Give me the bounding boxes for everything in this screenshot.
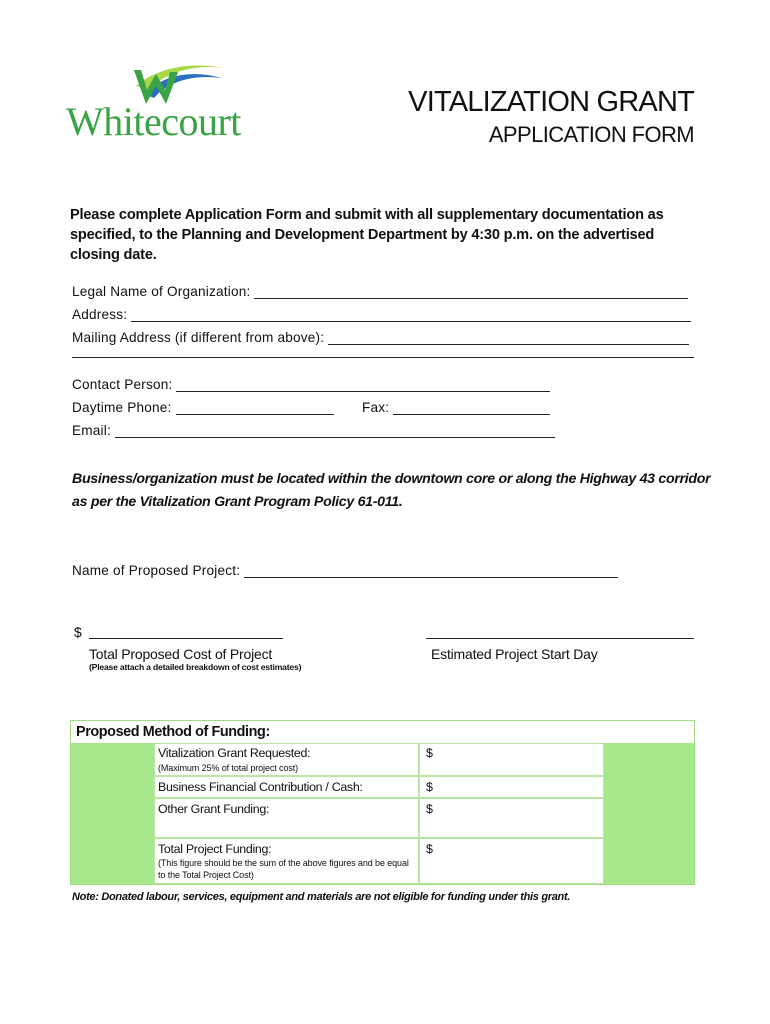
email-line[interactable] — [115, 424, 555, 438]
legal-name-line[interactable] — [254, 285, 688, 299]
total-cost-label: Total Proposed Cost of Project — [89, 646, 273, 662]
mailing-address-field[interactable] — [72, 330, 689, 345]
funding-row-1-amount[interactable] — [419, 743, 604, 776]
funding-row-4-sub: (This figure should be the sum of the above figures and be equal to the Total Project Cost) — [158, 858, 409, 880]
eligibility-note: Note: Donated labour, services, equipment and materials are not eligible for funding under this grant. — [72, 891, 571, 903]
mailing-address-line-2[interactable] — [72, 357, 694, 358]
whitecourt-logo — [64, 60, 274, 145]
funding-row-3-dollar: $ — [426, 802, 433, 816]
contact-person-label: Contact Person: — [72, 377, 173, 392]
legal-name-field[interactable] — [72, 284, 688, 299]
location-notice: Business/organization must be located within the downtown core or along the Highway 43 corridor as per the Vitalization Grant Program Policy 61-011. — [72, 471, 711, 510]
funding-row-4-amount[interactable] — [419, 838, 604, 884]
funding-row-1-label: Vitalization Grant Requested: — [158, 746, 311, 760]
funding-left-band — [71, 743, 154, 884]
daytime-phone-line[interactable] — [176, 401, 334, 415]
funding-title: Proposed Method of Funding: — [76, 724, 270, 740]
total-cost-line[interactable] — [89, 638, 283, 639]
logo-text: Whitecourt — [66, 99, 241, 144]
project-name-label: Name of Proposed Project: — [72, 563, 241, 578]
mailing-address-line[interactable] — [328, 331, 689, 345]
email-field[interactable] — [72, 423, 555, 438]
funding-right-band — [604, 743, 694, 884]
funding-row-3-amount[interactable] — [419, 798, 604, 838]
address-line[interactable] — [131, 308, 691, 322]
daytime-phone-label: Daytime Phone: — [72, 400, 172, 415]
fax-line[interactable] — [393, 401, 550, 415]
contact-person-field[interactable] — [72, 377, 550, 392]
funding-row-1-sub: (Maximum 25% of total project cost) — [158, 763, 299, 773]
instructions-text: Please complete Application Form and submit with all supplementary documentation as specified, to the Planning and Development Department by 4:30 p.m. on the advertised closing date. — [70, 207, 664, 263]
funding-row-2-amount[interactable] — [419, 776, 604, 798]
fax-field[interactable] — [362, 400, 550, 415]
funding-row-2-label: Business Financial Contribution / Cash: — [158, 780, 363, 794]
daytime-phone-field[interactable] — [72, 400, 334, 415]
form-title: VITALIZATION GRANT — [408, 86, 694, 118]
fax-label: Fax: — [362, 400, 390, 415]
funding-row-1-dollar: $ — [426, 746, 433, 760]
funding-row-4-dollar: $ — [426, 842, 433, 856]
form-subtitle: APPLICATION FORM — [488, 122, 694, 147]
contact-person-line[interactable] — [176, 378, 550, 392]
start-day-label: Estimated Project Start Day — [431, 646, 598, 662]
cost-dollar-sign: $ — [74, 624, 82, 640]
start-day-line[interactable] — [426, 638, 694, 639]
project-name-field[interactable] — [72, 563, 618, 578]
project-name-line[interactable] — [244, 564, 618, 578]
funding-row-3-label: Other Grant Funding: — [158, 802, 270, 816]
funding-row-4-label: Total Project Funding: — [158, 842, 272, 856]
mailing-address-label: Mailing Address (if different from above): — [72, 330, 325, 345]
email-label: Email: — [72, 423, 111, 438]
legal-name-label: Legal Name of Organization: — [72, 284, 251, 299]
total-cost-sublabel: (Please attach a detailed breakdown of cost estimates) — [89, 662, 302, 672]
funding-row-2-dollar: $ — [426, 780, 433, 794]
address-field[interactable] — [72, 307, 691, 322]
address-label: Address: — [72, 307, 128, 322]
